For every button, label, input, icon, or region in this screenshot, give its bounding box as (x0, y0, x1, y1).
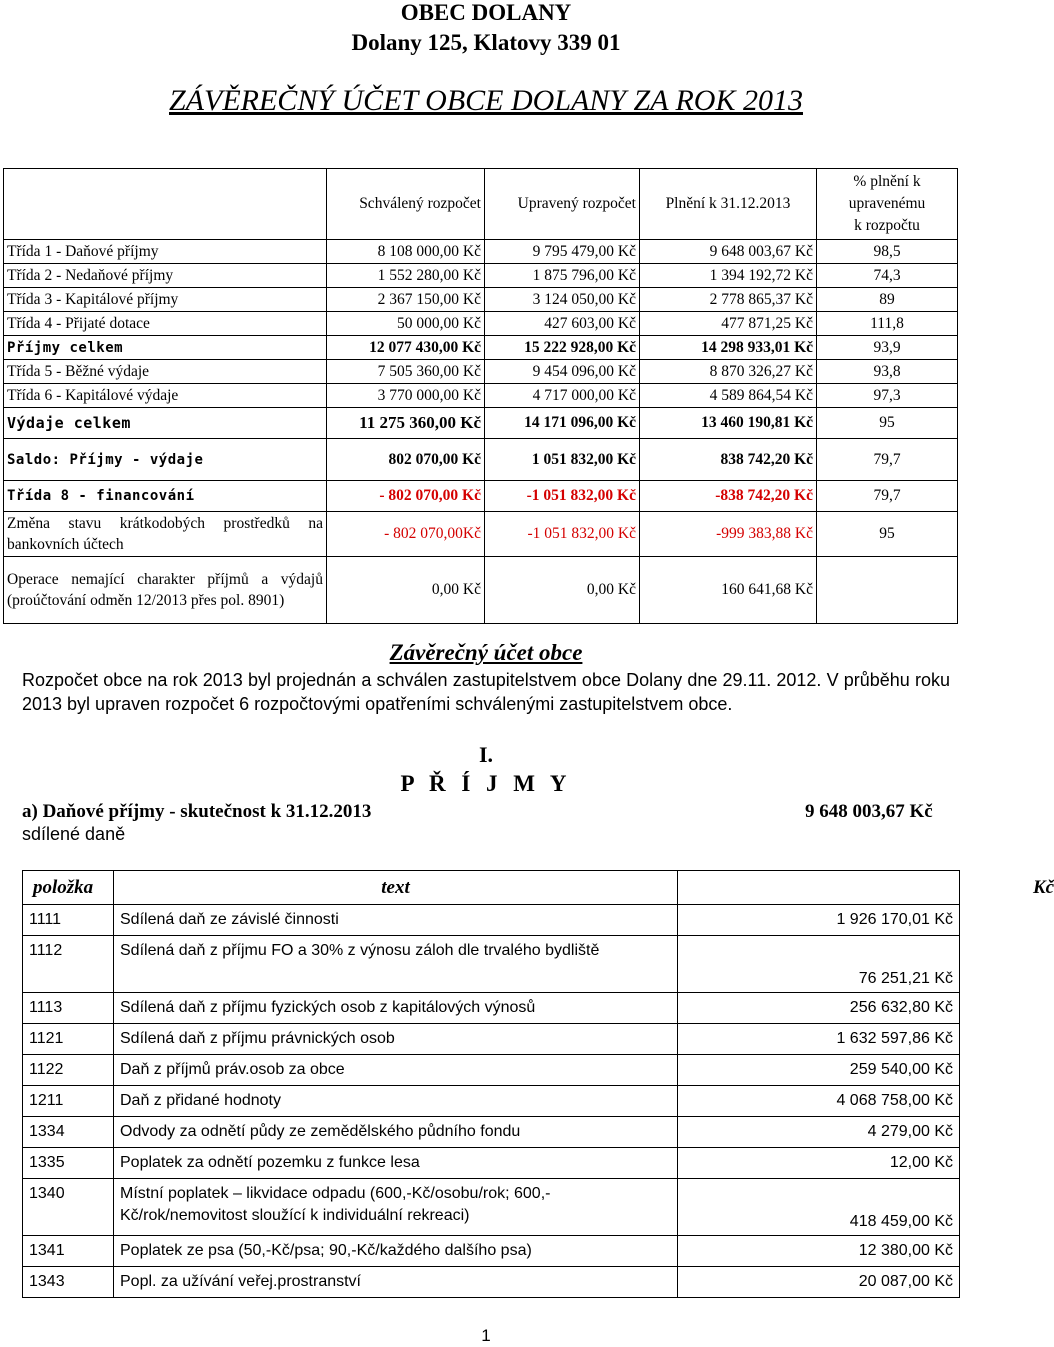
pct-value: 97,3 (817, 384, 958, 408)
row-label: Výdaje celkem (4, 408, 327, 439)
item-code: 1334 (23, 1117, 114, 1148)
row-label: Třída 2 - Nedaňové příjmy (4, 264, 327, 288)
summary-row (4, 240, 958, 264)
summary-header-pct-line: % plnění k (853, 173, 921, 190)
row-label: Třída 1 - Daňové příjmy (4, 240, 327, 264)
item-amount: 1 926 170,01 Kč (678, 905, 960, 936)
adjusted-value: 4 717 000,00 Kč (485, 384, 640, 408)
table-row (23, 1055, 960, 1086)
item-code: 1121 (23, 1024, 114, 1055)
adjusted-value: 9 795 479,00 Kč (485, 240, 640, 264)
adjusted-value: 9 454 096,00 Kč (485, 360, 640, 384)
item-text: Popl. za užívání veřej.prostranství (114, 1267, 678, 1298)
table-row (23, 905, 960, 936)
item-code: 1122 (23, 1055, 114, 1086)
row-label: Třída 4 - Přijaté dotace (4, 312, 327, 336)
table-row (23, 1236, 960, 1267)
item-code: 1112 (23, 936, 114, 993)
adjusted-value: 14 171 096,00 Kč (485, 408, 640, 439)
actual-value: 838 742,20 Kč (640, 439, 817, 481)
summary-header-adjusted: Upravený rozpočet (485, 169, 640, 240)
item-amount: 4 068 758,00 Kč (678, 1086, 960, 1117)
summary-row (4, 512, 958, 557)
summary-total-row (4, 408, 958, 439)
item-text: Sdílená daň ze závislé činnosti (114, 905, 678, 936)
pct-value: 98,5 (817, 240, 958, 264)
adjusted-value: -1 051 832,00 Kč (485, 512, 640, 557)
item-text: Sdílená daň z příjmu FO a 30% z výnosu záloh dle trvalého bydliště (114, 936, 678, 993)
approved-value: 2 367 150,00 Kč (327, 288, 485, 312)
item-amount: 4 279,00 Kč (678, 1117, 960, 1148)
actual-value: 4 589 864,54 Kč (640, 384, 817, 408)
item-amount: 12,00 Kč (678, 1148, 960, 1179)
section-heading: P Ř Í J M Y (400, 771, 572, 796)
actual-value: 160 641,68 Kč (640, 557, 817, 624)
summary-total-row (4, 336, 958, 360)
row-label: Třída 5 - Běžné výdaje (4, 360, 327, 384)
org-address: Dolany 125, Klatovy 339 01 (351, 30, 621, 55)
pct-value: 74,3 (817, 264, 958, 288)
summary-row (4, 288, 958, 312)
shared-taxes-label: sdílené daně (22, 824, 126, 844)
item-text: Daň z příjmů práv.osob za obce (114, 1055, 678, 1086)
summary-row (4, 312, 958, 336)
adjusted-value: 1 051 832,00 Kč (485, 439, 640, 481)
row-label: Třída 8 - financování (4, 481, 327, 512)
items-header-amount: Kč (678, 871, 960, 905)
actual-value: -838 742,20 Kč (640, 481, 817, 512)
row-label: Operace nemající charakter příjmů a výdajů (proúčtování odměn 12/2013 přes pol. 8901) (4, 557, 327, 624)
intro-paragraph: Rozpočet obce na rok 2013 byl projednán a schválen zastupitelstvem obce Dolany dne 29.11. 2012. V průběhu roku 2013 byl upraven rozpočet 6 rozpočtovými opatřeními schválenými zastupitelstvem obce. (22, 670, 950, 714)
table-row (23, 1267, 960, 1298)
actual-value: 14 298 933,01 Kč (640, 336, 817, 360)
row-label: Změna stavu krátkodobých prostředků na bankovních účtech (4, 512, 327, 557)
approved-value: 7 505 360,00 Kč (327, 360, 485, 384)
adjusted-value: 15 222 928,00 Kč (485, 336, 640, 360)
actual-value: 477 871,25 Kč (640, 312, 817, 336)
pct-value: 89 (817, 288, 958, 312)
row-label: Třída 3 - Kapitálové příjmy (4, 288, 327, 312)
row-label: Příjmy celkem (4, 336, 327, 360)
tax-revenue-total: 9 648 003,67 Kč (805, 801, 933, 822)
item-amount: 259 540,00 Kč (678, 1055, 960, 1086)
page-number: 1 (481, 1326, 491, 1345)
item-code: 1340 (23, 1179, 114, 1236)
actual-value: 9 648 003,67 Kč (640, 240, 817, 264)
pct-value: 79,7 (817, 481, 958, 512)
item-text: Sdílená daň z příjmu právnických osob (114, 1024, 678, 1055)
approved-value: 8 108 000,00 Kč (327, 240, 485, 264)
summary-financing-row (4, 481, 958, 512)
document-title: ZÁVĚREČNÝ ÚČET OBCE DOLANY ZA ROK 2013 (169, 84, 803, 117)
section-title: Závěrečný účet obce (389, 640, 583, 665)
pct-value: 79,7 (817, 439, 958, 481)
item-amount: 1 632 597,86 Kč (678, 1024, 960, 1055)
summary-header-row (4, 169, 958, 240)
adjusted-value: 427 603,00 Kč (485, 312, 640, 336)
approved-value: - 802 070,00Kč (327, 512, 485, 557)
item-code: 1335 (23, 1148, 114, 1179)
summary-header-pct (817, 169, 958, 240)
item-code: 1113 (23, 993, 114, 1024)
summary-header-approved: Schválený rozpočet (327, 169, 485, 240)
adjusted-value: 3 124 050,00 Kč (485, 288, 640, 312)
actual-value: 2 778 865,37 Kč (640, 288, 817, 312)
summary-row (4, 557, 958, 624)
items-header-code: položka (23, 871, 114, 905)
item-code: 1341 (23, 1236, 114, 1267)
items-header-row (23, 871, 960, 905)
item-amount: 12 380,00 Kč (678, 1236, 960, 1267)
row-label: Třída 6 - Kapitálové výdaje (4, 384, 327, 408)
table-row (23, 1117, 960, 1148)
approved-value: 1 552 280,00 Kč (327, 264, 485, 288)
item-text: Poplatek za odnětí pozemku z funkce lesa (114, 1148, 678, 1179)
summary-header-label (4, 169, 327, 240)
revenue-items-table (22, 870, 1054, 1298)
pct-value: 93,9 (817, 336, 958, 360)
approved-value: 3 770 000,00 Kč (327, 384, 485, 408)
table-row (23, 1148, 960, 1179)
items-header-text: text (114, 871, 678, 905)
adjusted-value: 1 875 796,00 Kč (485, 264, 640, 288)
adjusted-value: 0,00 Kč (485, 557, 640, 624)
approved-value: 12 077 430,00 Kč (327, 336, 485, 360)
pct-value: 95 (817, 512, 958, 557)
item-amount: 256 632,80 Kč (678, 993, 960, 1024)
row-label: Saldo: Příjmy - výdaje (4, 439, 327, 481)
item-amount: 76 251,21 Kč (678, 936, 960, 993)
actual-value: 8 870 326,27 Kč (640, 360, 817, 384)
item-amount: 20 087,00 Kč (678, 1267, 960, 1298)
tax-revenue-heading: a) Daňové příjmy - skutečnost k 31.12.2013 (22, 801, 372, 822)
actual-value: 1 394 192,72 Kč (640, 264, 817, 288)
item-code: 1111 (23, 905, 114, 936)
actual-value: 13 460 190,81 Kč (640, 408, 817, 439)
approved-value: - 802 070,00 Kč (327, 481, 485, 512)
approved-value: 11 275 360,00 Kč (327, 408, 485, 439)
item-text: Sdílená daň z příjmu fyzických osob z kapitálových výnosů (114, 993, 678, 1024)
approved-value: 50 000,00 Kč (327, 312, 485, 336)
actual-value: -999 383,88 Kč (640, 512, 817, 557)
budget-summary-table (3, 168, 958, 624)
item-amount: 418 459,00 Kč (678, 1179, 960, 1236)
summary-row (4, 360, 958, 384)
summary-row (4, 264, 958, 288)
table-row (23, 1179, 960, 1236)
item-text: Poplatek ze psa (50,-Kč/psa; 90,-Kč/každého dalšího psa) (114, 1236, 678, 1267)
adjusted-value: -1 051 832,00 Kč (485, 481, 640, 512)
summary-header-actual: Plnění k 31.12.2013 (640, 169, 817, 240)
table-row (23, 1086, 960, 1117)
summary-row (4, 384, 958, 408)
item-text: Daň z přidané hodnoty (114, 1086, 678, 1117)
summary-header-pct-line: upravenému (848, 195, 926, 212)
item-text: Místní poplatek – likvidace odpadu (600,-Kč/osobu/rok; 600,-Kč/rok/nemovitost sloužící k individuální rekreaci) (114, 1179, 678, 1236)
item-code: 1343 (23, 1267, 114, 1298)
table-row (23, 993, 960, 1024)
approved-value: 802 070,00 Kč (327, 439, 485, 481)
table-row (23, 1024, 960, 1055)
pct-value: 93,8 (817, 360, 958, 384)
pct-value: 95 (817, 408, 958, 439)
approved-value: 0,00 Kč (327, 557, 485, 624)
section-number: I. (478, 742, 494, 767)
item-text: Odvody za odnětí půdy ze zemědělského půdního fondu (114, 1117, 678, 1148)
org-name: OBEC DOLANY (400, 0, 572, 25)
summary-balance-row (4, 439, 958, 481)
table-row (23, 936, 960, 993)
pct-value: 111,8 (817, 312, 958, 336)
pct-value (817, 557, 958, 624)
item-code: 1211 (23, 1086, 114, 1117)
summary-header-pct-line: k rozpočtu (854, 217, 920, 234)
